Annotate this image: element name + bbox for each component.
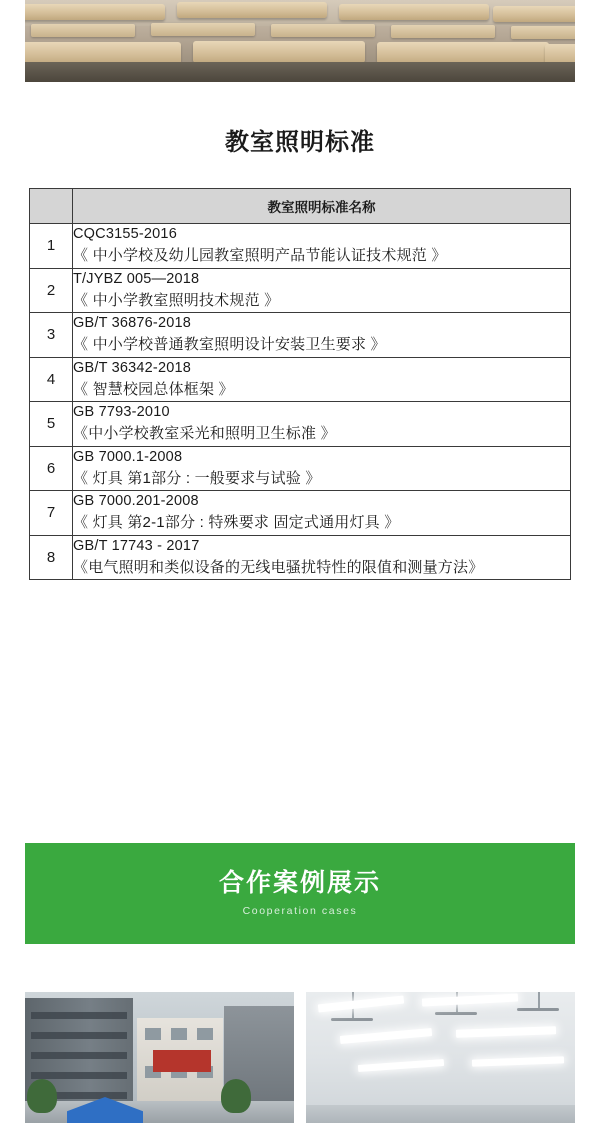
table-row xyxy=(30,357,571,402)
header-classroom-photo xyxy=(25,0,575,82)
floor-band xyxy=(31,1012,127,1019)
desk-shape xyxy=(25,42,181,64)
standard-code: GB/T 36342-2018 xyxy=(73,359,192,376)
photo-floor xyxy=(25,62,575,82)
row-index: 3 xyxy=(30,313,73,358)
window-shape xyxy=(171,1028,187,1040)
page-title: 教室照明标准 xyxy=(225,129,375,156)
standard-code: GB/T 17743 - 2017 xyxy=(73,537,200,554)
standard-name: 《中小学校教室采光和照明卫生标准 》 xyxy=(73,425,336,443)
window-shape xyxy=(197,1028,213,1040)
ceiling-fan xyxy=(517,1008,559,1011)
table-row xyxy=(30,491,571,536)
row-index: 6 xyxy=(30,446,73,491)
window-shape xyxy=(145,1028,161,1040)
table-row xyxy=(30,535,571,580)
table-row xyxy=(30,268,571,313)
case-photo-building xyxy=(25,992,294,1123)
column-header-index xyxy=(30,189,73,224)
table-head xyxy=(30,189,571,224)
row-content xyxy=(73,313,571,358)
table-header-row xyxy=(30,189,571,224)
chair-shape xyxy=(511,26,575,39)
floor-band xyxy=(31,1072,127,1079)
tree-shape xyxy=(27,1079,57,1113)
case-photo-gallery xyxy=(25,992,575,1123)
column-header-name: 教室照明标准名称 xyxy=(73,189,571,224)
floor-band xyxy=(31,1032,127,1039)
chair-shape xyxy=(31,24,135,37)
floor-band xyxy=(31,1052,127,1059)
standard-code: GB 7000.201-2008 xyxy=(73,493,199,510)
standard-name: 《 中小学教室照明技术规范 》 xyxy=(73,291,280,309)
table-row xyxy=(30,402,571,447)
table-body xyxy=(30,224,571,580)
standard-name: 《 中小学校普通教室照明设计安装卫生要求 》 xyxy=(73,336,386,354)
desk-shape xyxy=(377,42,549,64)
table-row xyxy=(30,224,571,269)
standard-name: 《电气照明和类似设备的无线电骚扰特性的限值和测量方法》 xyxy=(73,558,484,576)
desk-shape xyxy=(25,4,165,20)
ceiling-fan xyxy=(435,1012,477,1015)
chair-shape xyxy=(151,23,255,36)
row-content xyxy=(73,268,571,313)
standard-name: 《 中小学校及幼儿园教室照明产品节能认证技术规范 》 xyxy=(73,247,447,265)
ceiling-fan xyxy=(331,1018,373,1021)
table-row xyxy=(30,313,571,358)
standard-name: 《 灯具 第2-1部分 : 特殊要求 固定式通用灯具 》 xyxy=(73,514,400,532)
row-content xyxy=(73,357,571,402)
row-content xyxy=(73,224,571,269)
row-content xyxy=(73,491,571,536)
fan-rod xyxy=(538,992,540,1008)
case-photo-ceiling-lighting xyxy=(306,992,575,1123)
row-index: 8 xyxy=(30,535,73,580)
standard-code: GB 7793-2010 xyxy=(73,404,170,421)
cooperation-title: 合作案例展示 xyxy=(218,869,381,898)
standard-code: GB/T 36876-2018 xyxy=(73,315,192,332)
standard-code: T/JYBZ 005—2018 xyxy=(73,270,200,287)
chair-shape xyxy=(271,24,375,37)
standard-name: 《 灯具 第1部分 : 一般要求与试验 》 xyxy=(73,469,321,487)
row-index: 7 xyxy=(30,491,73,536)
table-row xyxy=(30,446,571,491)
standard-code: GB 7000.1-2008 xyxy=(73,448,183,465)
standard-code: CQC3155-2016 xyxy=(73,226,177,242)
row-index: 5 xyxy=(30,402,73,447)
photo-ground xyxy=(25,1101,294,1123)
desk-shape xyxy=(177,2,327,18)
tree-shape xyxy=(221,1079,251,1113)
row-content xyxy=(73,446,571,491)
cooperation-banner xyxy=(25,843,575,944)
row-content xyxy=(73,402,571,447)
row-index: 2 xyxy=(30,268,73,313)
desk-shape xyxy=(493,6,575,22)
standards-table xyxy=(29,188,571,580)
desk-shape xyxy=(193,41,365,63)
row-index: 4 xyxy=(30,357,73,402)
row-index: 1 xyxy=(30,224,73,269)
row-content xyxy=(73,535,571,580)
cooperation-subtitle: Cooperation cases xyxy=(242,904,358,917)
photo-wall-lower xyxy=(306,1105,575,1123)
standard-name: 《 智慧校园总体框架 》 xyxy=(73,380,234,398)
desk-shape xyxy=(339,4,489,20)
photo-red-accent xyxy=(153,1050,211,1072)
chair-shape xyxy=(391,25,495,38)
